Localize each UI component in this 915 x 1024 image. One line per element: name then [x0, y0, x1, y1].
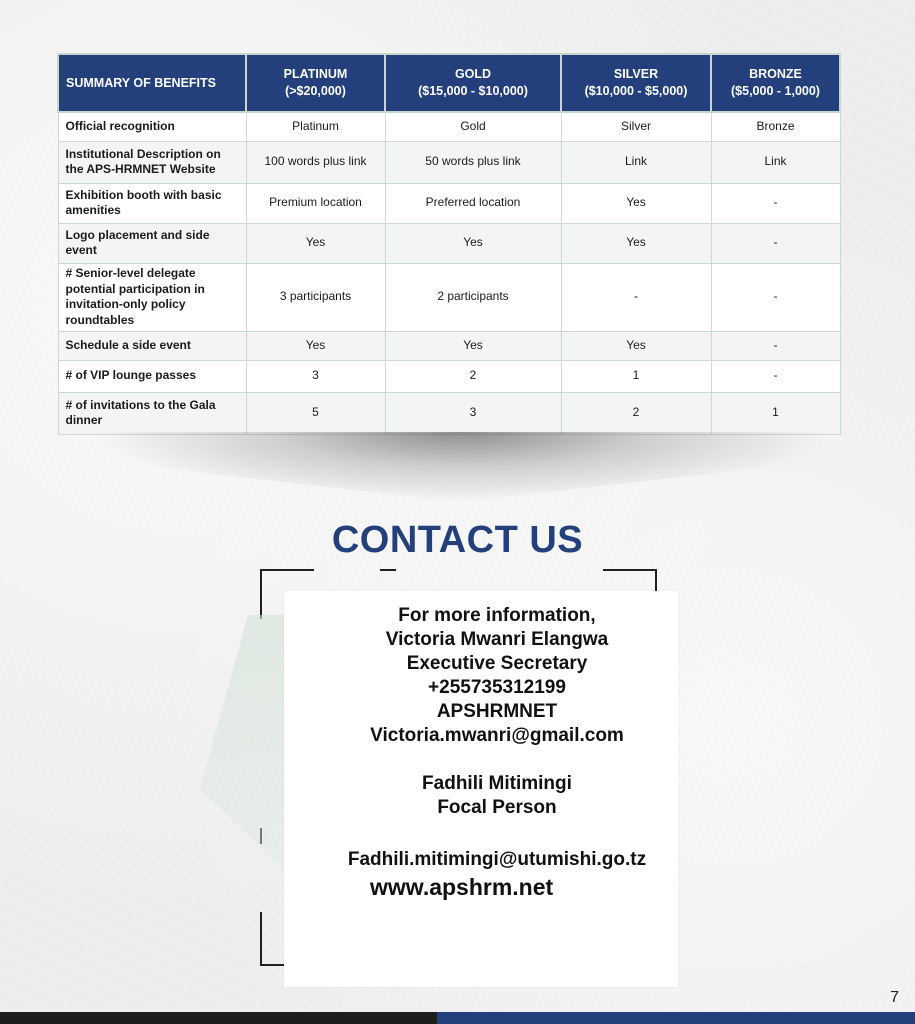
cell-silver: 2 — [561, 392, 711, 434]
table-shadow-decoration — [90, 432, 830, 502]
cell-gold: Gold — [385, 112, 561, 141]
contact-org: APSHRMNET — [436, 701, 558, 722]
cell-gold: Preferred location — [385, 183, 561, 223]
contact-intro: For more information, — [398, 605, 596, 626]
cell-platinum: 100 words plus link — [246, 141, 385, 183]
cell-bronze: - — [711, 223, 840, 263]
page-number: 7 — [890, 989, 899, 1006]
header-gold: GOLD ($15,000 - $10,000) — [385, 54, 561, 112]
focal-name: Fadhili Mitimingi — [422, 773, 572, 794]
cell-bronze: Link — [711, 141, 840, 183]
table-row — [58, 183, 840, 223]
header-summary: SUMMARY OF BENEFITS — [58, 54, 246, 112]
cell-platinum: 3 participants — [246, 263, 385, 331]
cell-platinum: Platinum — [246, 112, 385, 141]
cell-silver: 1 — [561, 360, 711, 392]
contact-details — [284, 604, 710, 902]
cell-gold: 50 words plus link — [385, 141, 561, 183]
table-row — [58, 112, 840, 141]
footer-bar-blue — [437, 1012, 915, 1024]
frame-line-top-mid — [380, 569, 396, 571]
cell-silver: - — [561, 263, 711, 331]
frame-line-left-bottom — [260, 912, 262, 966]
cell-silver: Link — [561, 141, 711, 183]
cell-bronze: 1 — [711, 392, 840, 434]
table-row — [58, 392, 840, 434]
focal-role: Focal Person — [437, 797, 557, 818]
header-platinum: PLATINUM (>$20,000) — [246, 54, 385, 112]
cell-silver: Yes — [561, 223, 711, 263]
contact-title: CONTACT US — [331, 519, 584, 561]
cell-gold: 2 — [385, 360, 561, 392]
cell-bronze: - — [711, 360, 840, 392]
contact-email[interactable]: Victoria.mwanri@gmail.com — [370, 725, 624, 746]
table-row — [58, 141, 840, 183]
cell-gold: 2 participants — [385, 263, 561, 331]
row-label: # Senior-level delegate potential participation in invitation-only policy roundtables — [58, 263, 246, 331]
row-label: Official recognition — [58, 112, 246, 141]
cell-gold: Yes — [385, 223, 561, 263]
contact-phone: +255735312199 — [428, 677, 566, 698]
row-label: Logo placement and side event — [58, 223, 246, 263]
row-label: Institutional Description on the APS-HRMNET Website — [58, 141, 246, 183]
row-label: # of VIP lounge passes — [58, 360, 246, 392]
table-row — [58, 223, 840, 263]
row-label: Exhibition booth with basic amenities — [58, 183, 246, 223]
cell-platinum: Yes — [246, 223, 385, 263]
cell-silver: Yes — [561, 331, 711, 360]
contact-role: Executive Secretary — [406, 653, 588, 674]
cell-platinum: Yes — [246, 331, 385, 360]
table-header-row — [58, 54, 840, 112]
cell-platinum: Premium location — [246, 183, 385, 223]
benefits-table — [57, 53, 841, 435]
cell-bronze: - — [711, 263, 840, 331]
cell-gold: 3 — [385, 392, 561, 434]
frame-line-right-top — [655, 569, 657, 591]
table-row — [58, 331, 840, 360]
cell-platinum: 3 — [246, 360, 385, 392]
website-link[interactable]: www.apshrm.net — [370, 874, 554, 900]
row-label: # of invitations to the Gala dinner — [58, 392, 246, 434]
table-row — [58, 263, 840, 331]
focal-email[interactable]: Fadhili.mitimingi@utumishi.go.tz — [347, 849, 647, 870]
row-label: Schedule a side event — [58, 331, 246, 360]
cell-bronze: - — [711, 331, 840, 360]
header-bronze: BRONZE ($5,000 - 1,000) — [711, 54, 840, 112]
cell-bronze: Bronze — [711, 112, 840, 141]
contact-name: Victoria Mwanri Elangwa — [385, 629, 609, 650]
spacer — [284, 748, 710, 772]
frame-line-left-top — [260, 569, 262, 619]
cell-silver: Silver — [561, 112, 711, 141]
cell-silver: Yes — [561, 183, 711, 223]
cell-platinum: 5 — [246, 392, 385, 434]
header-silver: SILVER ($10,000 - $5,000) — [561, 54, 711, 112]
frame-line-bottom-left — [260, 964, 286, 966]
table-row — [58, 360, 840, 392]
footer-bar-dark — [0, 1012, 437, 1024]
cell-bronze: - — [711, 183, 840, 223]
cell-gold: Yes — [385, 331, 561, 360]
frame-line-top-right — [603, 569, 657, 571]
spacer — [284, 820, 710, 848]
benefits-table-wrapper — [57, 53, 839, 435]
frame-line-top-left — [260, 569, 314, 571]
